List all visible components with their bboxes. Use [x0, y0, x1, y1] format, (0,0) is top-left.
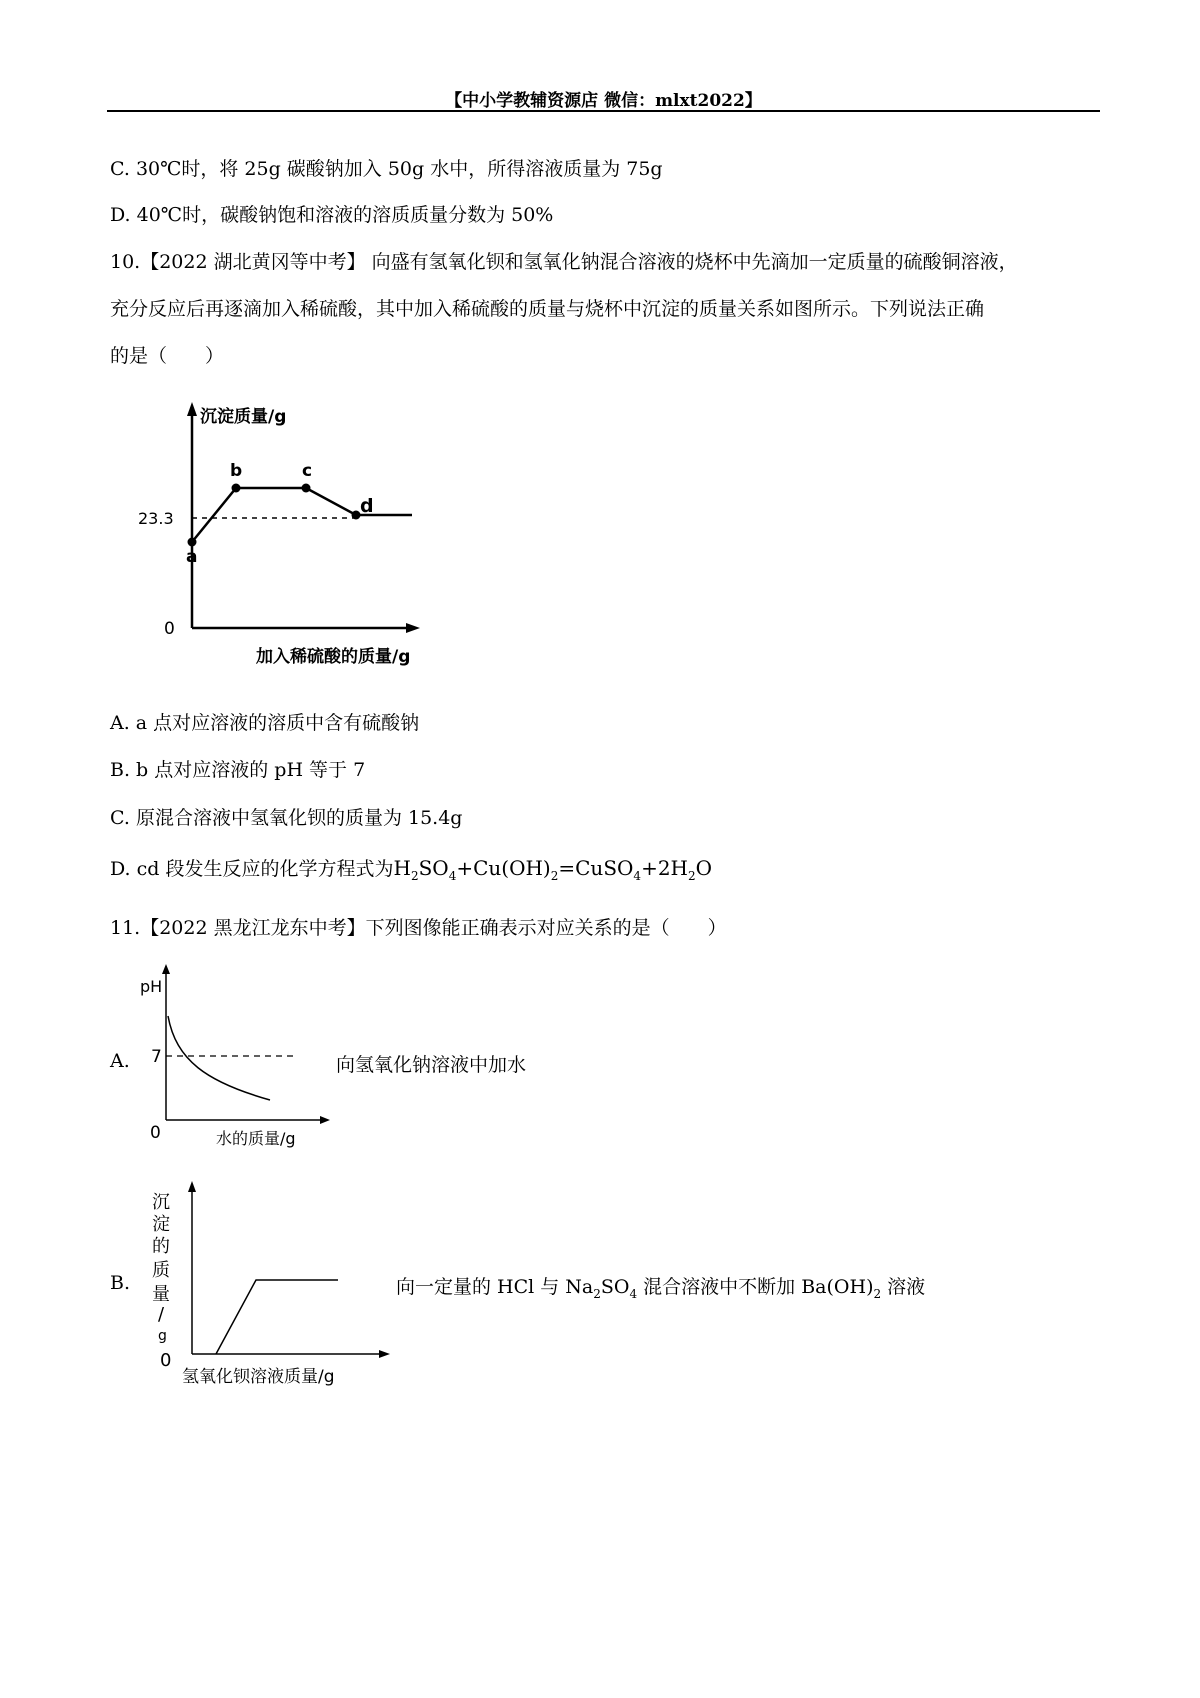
- q9-option-c: C. 30℃时，将 25g 碳酸钠加入 50g 水中，所得溶液质量为 75g: [110, 158, 663, 180]
- q10-curve: [192, 488, 412, 542]
- q11b-y-arrow: [188, 1181, 196, 1192]
- q10-option-c: C. 原混合溶液中氢氧化钡的质量为 15.4g: [110, 807, 463, 829]
- page-header: 【中小学教辅资源店 微信：mlxt2022】: [445, 91, 762, 111]
- q10-option-d-equation: $H_2SO_4+Cu(OH)_2=CuSO_4+2H_2O$: [393, 856, 713, 883]
- q10-point-a: [188, 538, 197, 547]
- q10-option-a: A. a 点对应溶液的溶质中含有硫酸钠: [110, 712, 420, 734]
- q10-x-label: 加入稀硫酸的质量/g: [256, 647, 411, 667]
- q10-precipitate-graph: [120, 400, 450, 675]
- q10-y-value-label: 23.3: [138, 509, 174, 528]
- q10-stem-line-1: 10.【2022 湖北黄冈等中考】 向盛有氢氧化钡和氢氧化钠混合溶液的烧杯中先滴加一定质量的硫酸铜溶液，: [110, 251, 1018, 273]
- q10-option-d-prefix: D. cd 段发生反应的化学方程式为: [110, 858, 394, 880]
- q10-point-b: [232, 484, 241, 493]
- q10-label-a: a: [186, 547, 198, 567]
- q10-stem-line-2: 充分反应后再逐滴加入稀硫酸，其中加入稀硫酸的质量与烧杯中沉淀的质量关系如图所示。下列说法正确: [110, 298, 985, 320]
- svg-text:沉: 沉: [152, 1192, 170, 1213]
- q11b-y-label: [152, 1192, 170, 1344]
- q11b-x-label: 氢氧化钡溶液质量/g: [182, 1367, 335, 1387]
- q11-option-a-graph: [136, 962, 336, 1158]
- q10-point-c: [302, 484, 311, 493]
- q10-option-d: [110, 855, 712, 889]
- q11a-y-label: pH: [140, 977, 163, 996]
- q11-option-b-graph: [148, 1178, 398, 1390]
- q11a-curve: [168, 1016, 270, 1100]
- q11-option-a-text: 向氢氧化钠溶液中加水: [336, 1054, 527, 1076]
- q11a-x-label: 水的质量/g: [216, 1129, 296, 1148]
- q10-label-b: b: [230, 461, 243, 481]
- q11-option-a-letter: A.: [110, 1050, 130, 1072]
- svg-text:质: 质: [152, 1260, 170, 1281]
- q11a-x-arrow: [320, 1116, 330, 1124]
- q11-stem: 11.【2022 黑龙江龙东中考】下列图像能正确表示对应关系的是（ ）: [110, 917, 727, 939]
- q11b-origin: 0: [160, 1350, 172, 1371]
- q10-option-b: B. b 点对应溶液的 pH 等于 7: [110, 759, 366, 781]
- q11a-y-arrow: [162, 964, 170, 974]
- svg-text:的: 的: [152, 1236, 170, 1257]
- q10-y-arrow: [187, 402, 197, 416]
- q11b-curve: [216, 1280, 338, 1354]
- q10-origin-label: 0: [164, 619, 175, 639]
- q11-option-b-text: 向一定量的 HCl 与 $Na_2SO_4$ 混合溶液中不断加 $Ba(OH)_2$ 溶液: [396, 1276, 926, 1301]
- q11b-x-arrow: [379, 1350, 390, 1358]
- svg-text:量: 量: [152, 1284, 170, 1305]
- svg-text:淀: 淀: [152, 1214, 170, 1235]
- svg-text:/: /: [158, 1304, 165, 1325]
- q11a-tick-7: 7: [151, 1047, 162, 1067]
- svg-text:g: g: [158, 1328, 167, 1344]
- header-rule: [107, 110, 1100, 112]
- q10-y-label: 沉淀质量/g: [200, 407, 287, 427]
- q10-x-arrow: [406, 623, 420, 633]
- q10-label-c: c: [302, 461, 313, 481]
- q9-option-d: D. 40℃时，碳酸钠饱和溶液的溶质质量分数为 50%: [110, 204, 554, 226]
- q10-stem-line-3: 的是（ ）: [110, 345, 225, 367]
- q11a-origin: 0: [150, 1123, 161, 1143]
- q10-label-d: d: [360, 495, 374, 517]
- q11-option-b-letter: B.: [110, 1272, 131, 1294]
